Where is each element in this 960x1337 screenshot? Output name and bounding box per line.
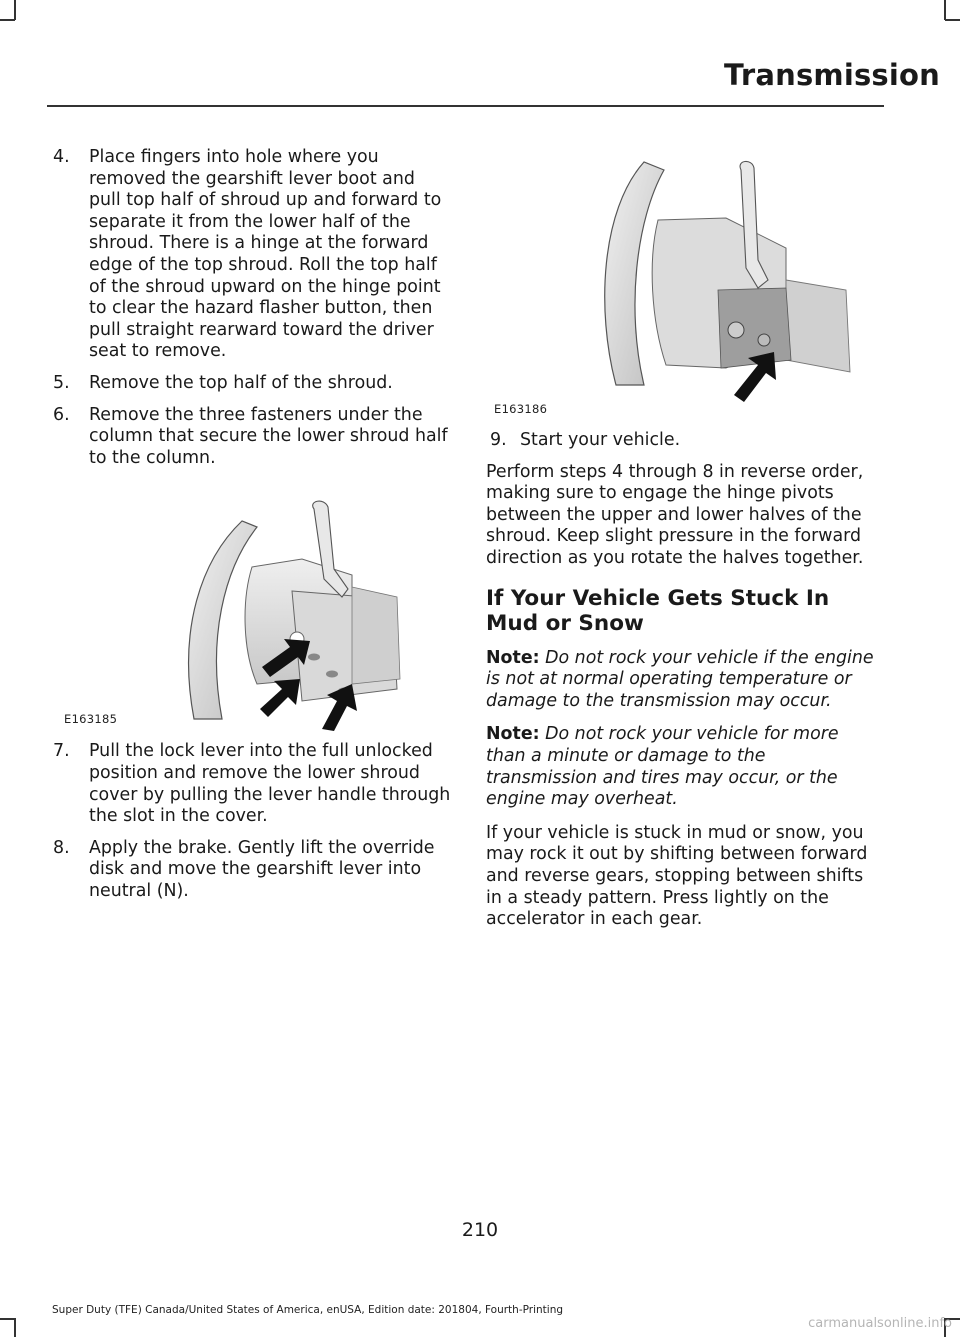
steering-column-illustration [486,140,882,420]
figure-e163185 [52,479,452,731]
note-label: Note: [486,724,540,745]
step-number: 9. [490,430,507,450]
step-8 [52,838,452,903]
crop-mark [944,0,946,20]
paragraph: Perform steps 4 through 8 in reverse order, making sure to engage the hinge pivots between the upper and lower halves of the shroud. Keep slight pressure in the forward direction as you rotate the halves together. [486,461,864,568]
step-number: 7. [53,741,70,762]
crop-mark [945,19,960,21]
note-text: Do not rock your vehicle if the engine is not at normal operating temperature or damage to the transmission may occur. [486,647,874,711]
crop-mark [14,1318,16,1337]
right-column [486,430,882,943]
figure-code: E163186 [494,402,548,416]
paragraph: If your vehicle is stuck in mud or snow, you may rock it out by shifting between forward and reverse gears, stopping between shifts in a steady pattern. Press lightly on the accelerator in each gear. [486,822,868,930]
step-4 [52,147,452,363]
step-text: Remove the top half of the shroud. [89,372,393,393]
step-9 [486,430,882,452]
section-heading: If Your Vehicle Gets Stuck In Mud or Snow [486,585,830,636]
figure-code: E163185 [64,712,118,727]
step-text: Pull the lock lever into the full unlocked position and remove the lower shroud cover by pulling the lever handle through the slot in the cover. [89,741,451,827]
note-text: Do not rock your vehicle for more than a minute or damage to the transmission and tires may occur, or the engine may overheat. [486,724,839,810]
steering-column-illustration [52,479,452,731]
step-number: 6. [53,404,70,425]
step-7 [52,741,452,827]
note [486,648,882,713]
step-number: 8. [53,837,70,858]
page-title: Transmission [724,58,940,92]
step-text: Apply the brake. Gently lift the override disk and move the gearshift lever into neutral (N). [89,837,435,901]
page-number: 210 [461,1219,499,1241]
header-divider [47,105,884,107]
edition-info: Super Duty (TFE) Canada/United States of America, enUSA, Edition date: 201804, Fourth-Printing [52,1304,564,1316]
note [486,724,882,810]
step-6 [52,405,452,470]
figure-e163186 [486,140,882,420]
crop-mark [14,0,16,20]
step-5 [52,373,452,395]
crop-mark [0,1318,15,1320]
step-text: Remove the three fasteners under the column that secure the lower shroud half to the column. [89,404,448,468]
step-number: 5. [53,372,70,393]
step-text: Place fingers into hole where you removed the gearshift lever boot and pull top half of shroud up and forward to separate it from the lower half of the shroud. There is a hinge at the forward edge of the top shroud. Roll the top half of the shroud upward on the hinge point to clear the hazard flasher button, then pull straight rearward toward the driver seat to remove. [89,147,442,362]
watermark: carmanualsonline.info [808,1316,952,1331]
left-column [52,147,452,912]
crop-mark [0,19,15,21]
step-number: 4. [53,147,70,167]
step-text: Start your vehicle. [520,430,681,450]
note-label: Note: [486,647,540,668]
